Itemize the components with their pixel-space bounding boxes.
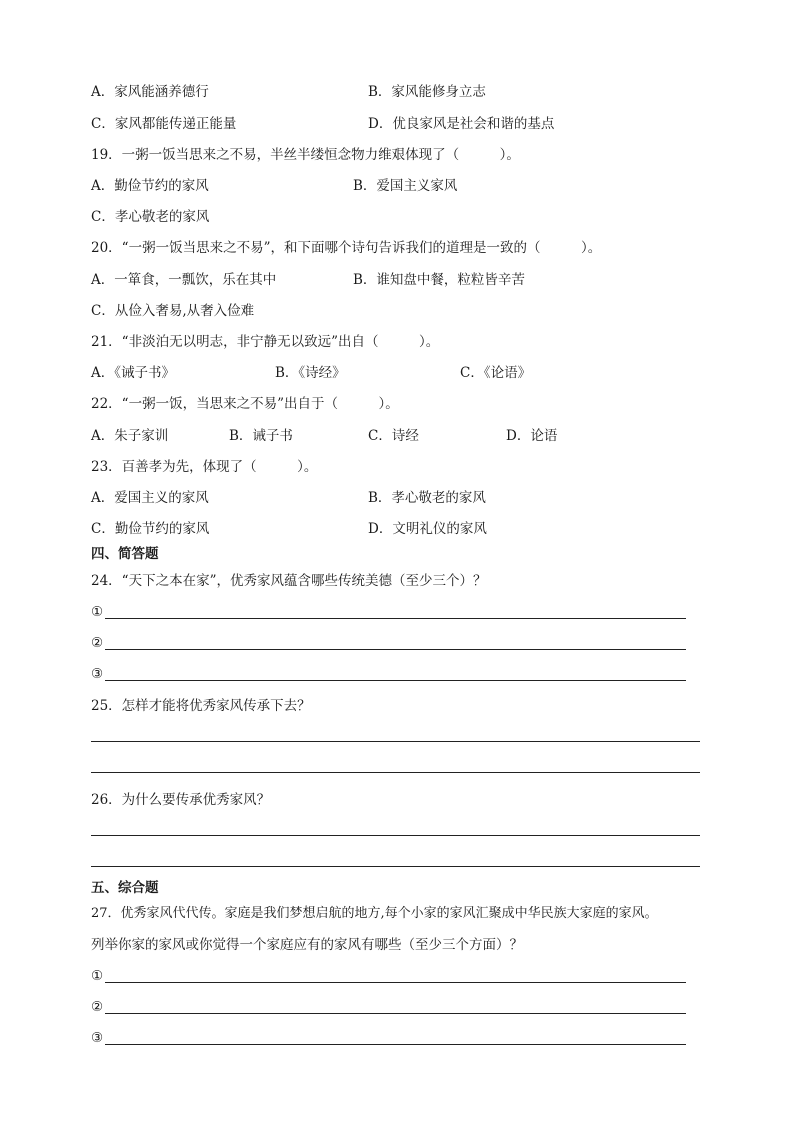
q23-option-a: A．爱国主义的家风	[91, 490, 209, 506]
q24-answer-1[interactable]	[91, 603, 687, 621]
q26-answer-line-1[interactable]	[91, 835, 700, 836]
q22-stem: 22．“一粥一饭，当思来之不易”出自于（ ）。	[91, 396, 399, 412]
q19-option-a: A．勤俭节约的家风	[91, 178, 209, 194]
marker-1: ①	[91, 968, 104, 984]
marker-1: ①	[91, 604, 104, 620]
q20-option-a: A．一箪食，一瓢饮，乐在其中	[91, 272, 277, 288]
q21-stem: 21．“非淡泊无以明志，非宁静无以致远”出自（ ）。	[91, 334, 440, 350]
q25-answer-line-2[interactable]	[91, 772, 700, 773]
q27-stem-line-2: 列举你家的家风或你觉得一个家庭应有的家风有哪些（至少三个方面）？	[91, 937, 523, 953]
q19-option-c: C．孝心敬老的家风	[91, 209, 210, 225]
q18-option-d: D．优良家风是社会和谐的基点	[368, 116, 555, 132]
q23-option-d: D．文明礼仪的家风	[368, 521, 487, 537]
q22-option-b: B．诫子书	[229, 428, 293, 444]
section-title-short-answer: 四、简答题	[91, 546, 159, 562]
q21-option-b: B．《诗经》	[275, 365, 346, 381]
q26-stem: 26．为什么要传承优秀家风？	[91, 792, 271, 808]
answer-line	[105, 618, 686, 619]
answer-line	[105, 1044, 686, 1045]
q22-option-a: A．朱子家训	[91, 428, 169, 444]
section-title-comprehensive: 五、综合题	[91, 880, 159, 896]
q21-option-c: C．《论语》	[460, 365, 532, 381]
q27-stem-line-1: 27．优秀家风代代传。家庭是我们梦想启航的地方,每个小家的家风汇聚成中华民族大家庭的家风。	[91, 906, 658, 921]
q20-stem: 20．“一粥一饭当思来之不易”，和下面哪个诗句告诉我们的道理是一致的（ ）。	[91, 240, 602, 256]
q23-option-b: B．孝心敬老的家风	[368, 490, 486, 506]
marker-3: ③	[91, 666, 104, 682]
q27-answer-2[interactable]	[91, 998, 687, 1016]
answer-line	[105, 982, 686, 983]
answer-line	[105, 1013, 686, 1014]
q23-option-c: C．勤俭节约的家风	[91, 521, 210, 537]
q27-answer-3[interactable]	[91, 1029, 687, 1047]
q18-option-a: A．家风能涵养德行	[91, 84, 209, 100]
answer-line	[105, 680, 686, 681]
answer-line	[105, 649, 686, 650]
q20-option-b: B．谁知盘中餐，粒粒皆辛苦	[353, 272, 525, 288]
marker-2: ②	[91, 635, 104, 651]
q18-option-b: B．家风能修身立志	[368, 84, 486, 100]
q21-option-a: A．《诫子书》	[91, 365, 175, 381]
q26-answer-line-2[interactable]	[91, 866, 700, 867]
q23-stem: 23．百善孝为先，体现了（ ）。	[91, 459, 318, 475]
marker-2: ②	[91, 999, 104, 1015]
q22-option-d: D．论语	[506, 428, 558, 444]
q25-stem: 25．怎样才能将优秀家风传承下去？	[91, 698, 311, 714]
q20-option-c: C．从俭入奢易,从奢入俭难	[91, 303, 255, 319]
q22-option-c: C．诗经	[368, 428, 419, 444]
marker-3: ③	[91, 1030, 104, 1046]
q27-answer-1[interactable]	[91, 967, 687, 985]
q24-answer-3[interactable]	[91, 665, 687, 683]
q19-option-b: B．爱国主义家风	[353, 178, 458, 194]
q24-answer-2[interactable]	[91, 634, 687, 652]
q25-answer-line-1[interactable]	[91, 741, 700, 742]
q24-stem: 24．“天下之本在家”，优秀家风蕴含哪些传统美德（至少三个）？	[91, 573, 487, 589]
q18-option-c: C．家风都能传递正能量	[91, 116, 237, 132]
q19-stem: 19．一粥一饭当思来之不易，半丝半缕恒念物力维艰体现了（ ）。	[91, 147, 520, 163]
